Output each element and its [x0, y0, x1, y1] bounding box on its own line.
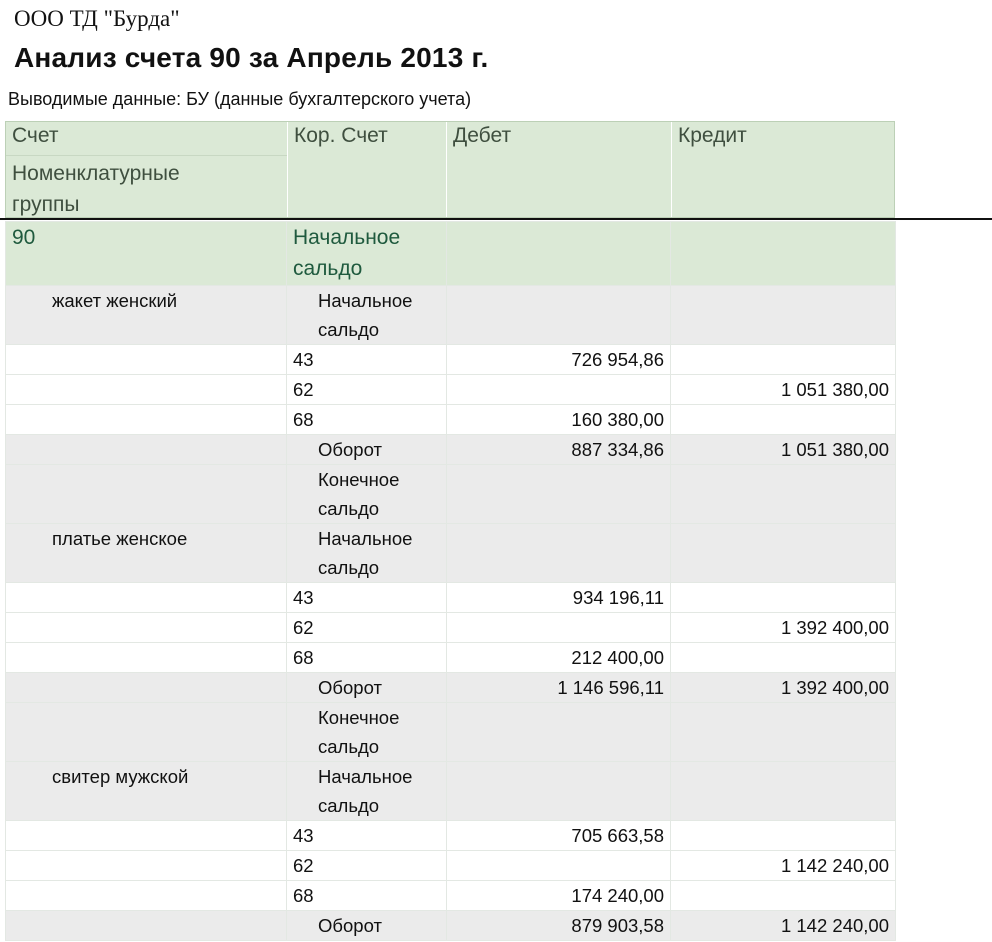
- debit-value: 705 663,58: [447, 821, 671, 851]
- cor-account: 62: [287, 375, 447, 405]
- row-label: Конечное сальдо: [287, 703, 447, 762]
- table-row: [6, 613, 896, 643]
- row-label: Оборот: [287, 435, 447, 465]
- company-name: ООО ТД "Бурда": [14, 6, 180, 31]
- nomenclature-group: [6, 375, 287, 405]
- nomenclature-group: жакет женский: [6, 286, 287, 345]
- debit-value: [447, 465, 671, 524]
- table-row: [6, 911, 896, 941]
- row-label: Начальное сальдо: [287, 286, 447, 345]
- credit-value: 1 392 400,00: [671, 613, 896, 643]
- header-nomenclature: Номенклатурные группы: [12, 162, 180, 216]
- cor-account: 68: [287, 405, 447, 435]
- credit-value: 1 142 240,00: [671, 851, 896, 881]
- nomenclature-group: [6, 583, 287, 613]
- header-debit: Дебет: [453, 124, 512, 147]
- debit-value: [447, 851, 671, 881]
- credit-value: 1 392 400,00: [671, 673, 896, 703]
- credit-value: [671, 643, 896, 673]
- debit-value: 726 954,86: [447, 345, 671, 375]
- cor-account: 43: [287, 821, 447, 851]
- debit-value: [447, 286, 671, 345]
- header-account: Счет: [12, 124, 59, 147]
- account-credit: [671, 222, 896, 286]
- debit-value: [447, 613, 671, 643]
- debit-value: [447, 703, 671, 762]
- row-label: Оборот: [287, 911, 447, 941]
- debit-value: 1 146 596,11: [447, 673, 671, 703]
- credit-value: [671, 405, 896, 435]
- row-label: Оборот: [287, 673, 447, 703]
- debit-value: 934 196,11: [447, 583, 671, 613]
- account-analysis-table: [5, 221, 896, 941]
- credit-value: [671, 583, 896, 613]
- output-data-label: Выводимые данные: БУ (данные бухгалтерского учета): [8, 89, 472, 109]
- table-row: [6, 881, 896, 911]
- table-row: [6, 405, 896, 435]
- table-row: [6, 524, 896, 583]
- account-debit: [447, 222, 671, 286]
- debit-value: 212 400,00: [447, 643, 671, 673]
- cor-account: 68: [287, 881, 447, 911]
- debit-value: [447, 375, 671, 405]
- cor-account: 62: [287, 851, 447, 881]
- credit-value: 1 051 380,00: [671, 435, 896, 465]
- header-credit: Кредит: [678, 124, 747, 147]
- credit-value: [671, 881, 896, 911]
- nomenclature-group: [6, 613, 287, 643]
- nomenclature-group: [6, 821, 287, 851]
- credit-value: [671, 762, 896, 821]
- account-code: 90: [6, 222, 287, 286]
- table-row: [6, 762, 896, 821]
- table-row: [6, 375, 896, 405]
- nomenclature-group: [6, 881, 287, 911]
- cor-account: 43: [287, 583, 447, 613]
- row-label: Начальное сальдо: [287, 524, 447, 583]
- credit-value: 1 051 380,00: [671, 375, 896, 405]
- debit-value: 887 334,86: [447, 435, 671, 465]
- account-opening-label: Начальное сальдо: [287, 222, 447, 286]
- table-row: [6, 435, 896, 465]
- table-row: [6, 643, 896, 673]
- table-row: [6, 673, 896, 703]
- nomenclature-group: [6, 345, 287, 375]
- nomenclature-group: [6, 435, 287, 465]
- credit-value: [671, 465, 896, 524]
- debit-value: [447, 524, 671, 583]
- nomenclature-group: платье женское: [6, 524, 287, 583]
- credit-value: [671, 821, 896, 851]
- table-row: [6, 286, 896, 345]
- table-row: [6, 851, 896, 881]
- table-row: [6, 583, 896, 613]
- table-row: [6, 345, 896, 375]
- nomenclature-group: [6, 405, 287, 435]
- nomenclature-group: [6, 465, 287, 524]
- debit-value: 174 240,00: [447, 881, 671, 911]
- nomenclature-group: [6, 851, 287, 881]
- cor-account: 62: [287, 613, 447, 643]
- nomenclature-group: [6, 643, 287, 673]
- debit-value: 160 380,00: [447, 405, 671, 435]
- nomenclature-group: [6, 673, 287, 703]
- row-label: Начальное сальдо: [287, 762, 447, 821]
- table-row: [6, 821, 896, 851]
- credit-value: [671, 345, 896, 375]
- report-title: Анализ счета 90 за Апрель 2013 г.: [14, 42, 489, 73]
- nomenclature-group: свитер мужской: [6, 762, 287, 821]
- cor-account: 68: [287, 643, 447, 673]
- nomenclature-group: [6, 911, 287, 941]
- credit-value: [671, 524, 896, 583]
- table-header: [5, 121, 895, 218]
- debit-value: [447, 762, 671, 821]
- credit-value: [671, 703, 896, 762]
- row-label: Конечное сальдо: [287, 465, 447, 524]
- table-row: [6, 703, 896, 762]
- table-row: [6, 465, 896, 524]
- nomenclature-group: [6, 703, 287, 762]
- credit-value: 1 142 240,00: [671, 911, 896, 941]
- credit-value: [671, 286, 896, 345]
- account-row: [6, 222, 896, 286]
- header-rule: [0, 218, 992, 220]
- cor-account: 43: [287, 345, 447, 375]
- debit-value: 879 903,58: [447, 911, 671, 941]
- header-cor-account: Кор. Счет: [294, 124, 388, 147]
